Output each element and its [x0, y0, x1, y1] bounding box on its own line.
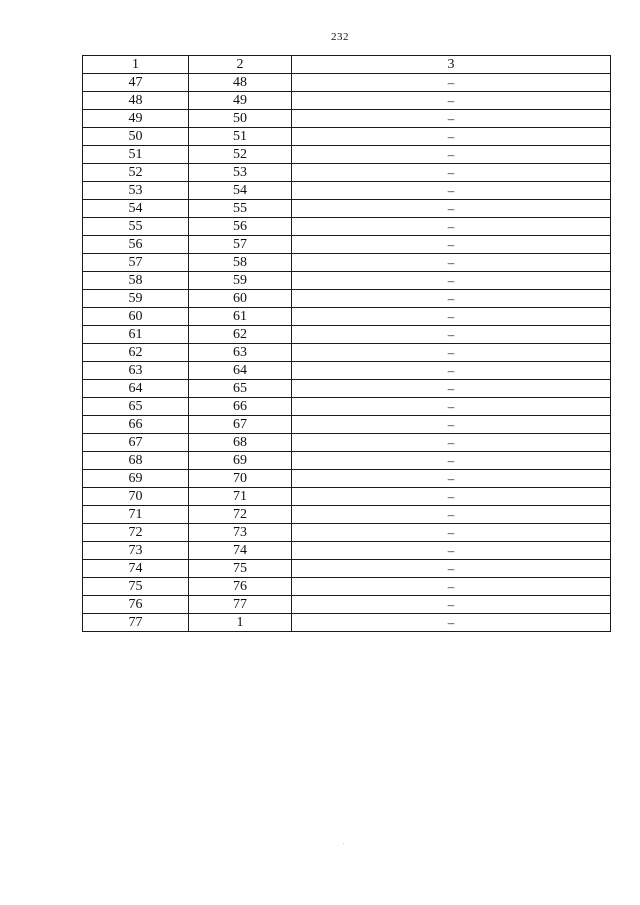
table-row — [83, 254, 611, 272]
table-row — [83, 506, 611, 524]
table-cell-col-1: 55 — [83, 218, 189, 236]
table-cell-col-2: 55 — [189, 200, 292, 218]
table-row — [83, 452, 611, 470]
table-cell-col-1: 76 — [83, 596, 189, 614]
table-cell-col-1: 61 — [83, 326, 189, 344]
table-cell-col-3: – — [292, 398, 611, 416]
table-row — [83, 128, 611, 146]
table-row — [83, 416, 611, 434]
table-cell-col-3: – — [292, 128, 611, 146]
table-cell-col-3: – — [292, 92, 611, 110]
table-cell-col-3: – — [292, 362, 611, 380]
table-cell-col-1: 60 — [83, 308, 189, 326]
table-cell-col-1: 53 — [83, 182, 189, 200]
table-cell-col-3: – — [292, 596, 611, 614]
table-cell-col-1: 49 — [83, 110, 189, 128]
table-cell-col-2: 50 — [189, 110, 292, 128]
table-cell-col-2: 58 — [189, 254, 292, 272]
table-cell-col-3: – — [292, 182, 611, 200]
scan-speck — [343, 843, 344, 844]
table-cell-col-3: – — [292, 218, 611, 236]
table-row — [83, 578, 611, 596]
table-cell-col-1: 65 — [83, 398, 189, 416]
table-cell-col-2: 67 — [189, 416, 292, 434]
table-cell-col-3: – — [292, 488, 611, 506]
table-cell-col-3: – — [292, 560, 611, 578]
table-cell-col-2: 48 — [189, 74, 292, 92]
table-cell-col-2: 49 — [189, 92, 292, 110]
table-cell-col-2: 70 — [189, 470, 292, 488]
table-cell-col-2: 62 — [189, 326, 292, 344]
table-cell-col-2: 72 — [189, 506, 292, 524]
table-cell-col-2: 54 — [189, 182, 292, 200]
table-row — [83, 470, 611, 488]
table-cell-col-2: 53 — [189, 164, 292, 182]
table-cell-col-1: 69 — [83, 470, 189, 488]
table-cell-col-2: 75 — [189, 560, 292, 578]
table-row — [83, 614, 611, 632]
table-cell-col-1: 51 — [83, 146, 189, 164]
table-cell-col-3: – — [292, 434, 611, 452]
table-cell-col-2: 59 — [189, 272, 292, 290]
table-cell-col-3: – — [292, 614, 611, 632]
table-row — [83, 200, 611, 218]
table-cell-col-2: 71 — [189, 488, 292, 506]
table-cell-col-3: – — [292, 380, 611, 398]
column-header-2: 2 — [189, 56, 292, 74]
table-row — [83, 542, 611, 560]
table-cell-col-1: 63 — [83, 362, 189, 380]
table-cell-col-2: 56 — [189, 218, 292, 236]
table-cell-col-3: – — [292, 506, 611, 524]
table-cell-col-2: 1 — [189, 614, 292, 632]
table-cell-col-2: 51 — [189, 128, 292, 146]
table-cell-col-3: – — [292, 200, 611, 218]
table-body — [83, 74, 611, 632]
table-cell-col-3: – — [292, 254, 611, 272]
table-cell-col-2: 73 — [189, 524, 292, 542]
table-cell-col-2: 76 — [189, 578, 292, 596]
table-cell-col-3: – — [292, 290, 611, 308]
table-cell-col-3: – — [292, 542, 611, 560]
table-row — [83, 434, 611, 452]
table-cell-col-2: 57 — [189, 236, 292, 254]
table-cell-col-1: 72 — [83, 524, 189, 542]
page-number: 232 — [331, 31, 349, 43]
table-cell-col-1: 58 — [83, 272, 189, 290]
table-cell-col-2: 68 — [189, 434, 292, 452]
table-cell-col-1: 54 — [83, 200, 189, 218]
table-cell-col-1: 70 — [83, 488, 189, 506]
table-row — [83, 164, 611, 182]
table-cell-col-1: 47 — [83, 74, 189, 92]
table-cell-col-1: 56 — [83, 236, 189, 254]
table-cell-col-1: 66 — [83, 416, 189, 434]
table-row — [83, 290, 611, 308]
table-cell-col-2: 63 — [189, 344, 292, 362]
table-cell-col-1: 75 — [83, 578, 189, 596]
table-cell-col-1: 52 — [83, 164, 189, 182]
table-row — [83, 272, 611, 290]
table-row — [83, 146, 611, 164]
column-header-3: 3 — [292, 56, 611, 74]
table-cell-col-1: 50 — [83, 128, 189, 146]
table-cell-col-2: 61 — [189, 308, 292, 326]
table-cell-col-3: – — [292, 146, 611, 164]
table-cell-col-2: 65 — [189, 380, 292, 398]
column-header-1: 1 — [83, 56, 189, 74]
table-cell-col-3: – — [292, 326, 611, 344]
table-cell-col-1: 62 — [83, 344, 189, 362]
table-cell-col-3: – — [292, 524, 611, 542]
table-cell-col-1: 77 — [83, 614, 189, 632]
table-row — [83, 524, 611, 542]
table-cell-col-3: – — [292, 416, 611, 434]
table-cell-col-1: 64 — [83, 380, 189, 398]
table-cell-col-1: 57 — [83, 254, 189, 272]
table-row — [83, 362, 611, 380]
table-cell-col-3: – — [292, 74, 611, 92]
table-cell-col-3: – — [292, 470, 611, 488]
table-cell-col-3: – — [292, 110, 611, 128]
table-cell-col-2: 66 — [189, 398, 292, 416]
table-cell-col-1: 67 — [83, 434, 189, 452]
table-cell-col-1: 48 — [83, 92, 189, 110]
table-row — [83, 326, 611, 344]
table-row — [83, 218, 611, 236]
table-cell-col-1: 59 — [83, 290, 189, 308]
data-table — [82, 55, 611, 632]
table-cell-col-2: 77 — [189, 596, 292, 614]
table-cell-col-3: – — [292, 344, 611, 362]
table-cell-col-3: – — [292, 308, 611, 326]
table-row — [83, 344, 611, 362]
table-header-row — [83, 56, 611, 74]
table-cell-col-2: 64 — [189, 362, 292, 380]
table-cell-col-2: 52 — [189, 146, 292, 164]
table-row — [83, 596, 611, 614]
table-cell-col-1: 71 — [83, 506, 189, 524]
table-cell-col-3: – — [292, 578, 611, 596]
table-row — [83, 74, 611, 92]
table-row — [83, 110, 611, 128]
table-row — [83, 308, 611, 326]
table-cell-col-2: 60 — [189, 290, 292, 308]
table-cell-col-1: 68 — [83, 452, 189, 470]
table-cell-col-3: – — [292, 236, 611, 254]
table-cell-col-3: – — [292, 164, 611, 182]
table-cell-col-2: 69 — [189, 452, 292, 470]
table-cell-col-3: – — [292, 452, 611, 470]
table-row — [83, 380, 611, 398]
table-row — [83, 488, 611, 506]
table-row — [83, 398, 611, 416]
table-cell-col-1: 74 — [83, 560, 189, 578]
table-cell-col-1: 73 — [83, 542, 189, 560]
table-cell-col-3: – — [292, 272, 611, 290]
table-row — [83, 236, 611, 254]
table-row — [83, 182, 611, 200]
table-row — [83, 92, 611, 110]
table-row — [83, 560, 611, 578]
table-cell-col-2: 74 — [189, 542, 292, 560]
